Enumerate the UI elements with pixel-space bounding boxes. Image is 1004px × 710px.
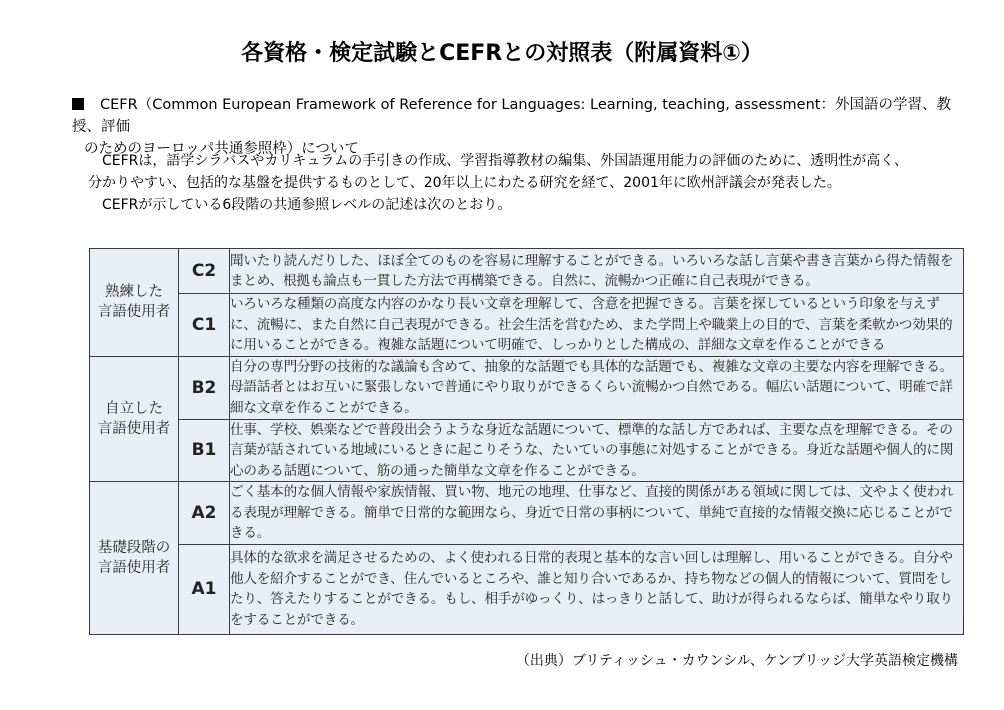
group-label-line2: 言語使用者 bbox=[97, 420, 171, 437]
table-row bbox=[90, 294, 964, 357]
table-row bbox=[90, 419, 964, 482]
description-cell: 聞いたり読んだりした、ほぼ全てのものを容易に理解することができる。いろいろな話し言葉や書き言葉から得た情報をまとめ、根拠も論点も一貫した方法で再構築できる。自然に、流暢かつ正確に自己表現ができる。 bbox=[230, 249, 964, 294]
group-label-line2: 言語使用者 bbox=[97, 559, 171, 576]
description-cell: 自分の専門分野の技術的な議論も含めて、抽象的な話題でも具体的な話題でも、複雑な文章の主要な内容を理解できる。母語話者とはお互いに緊張しないで普通にやり取りができるくらい流暢かつ自然である。幅広い話題について、明確で詳細な文章を作ることができる。 bbox=[230, 356, 964, 419]
group-label-line1: 熟練した bbox=[105, 284, 163, 301]
level-cell: C1 bbox=[179, 294, 230, 357]
table-row bbox=[90, 249, 964, 294]
group-label-line2: 言語使用者 bbox=[97, 304, 171, 321]
group-independent-user bbox=[90, 356, 179, 482]
section-heading-line2: のためのヨーロッパ共通参照枠）について bbox=[84, 141, 359, 157]
table-row bbox=[90, 544, 964, 634]
intro-line-1: CEFRは，語学シラバスやカリキュラムの手引きの作成、学習指導教材の編集、外国語運用能力の評価のために、透明性が高く、 bbox=[102, 153, 908, 169]
group-label-line1: 基礎段階の bbox=[97, 539, 171, 556]
table-row bbox=[90, 356, 964, 419]
level-cell: B2 bbox=[179, 356, 230, 419]
level-cell: B1 bbox=[179, 419, 230, 482]
table-row bbox=[90, 482, 964, 545]
intro-line-2: 分かりやすい、包括的な基盤を提供するものとして、20年以上にわたる研究を経て、2001年に欧州評議会が発表した。 bbox=[88, 175, 841, 191]
page-title: 各資格・検定試験とCEFRとの対照表（附属資料①） bbox=[241, 41, 763, 66]
group-label-line1: 自立した bbox=[105, 400, 163, 417]
group-basic-user bbox=[90, 482, 179, 635]
intro-paragraph bbox=[88, 150, 978, 216]
black-square-icon bbox=[72, 98, 84, 110]
level-cell: C2 bbox=[179, 249, 230, 294]
source-citation: （出典）ブリティッシュ・カウンシル、ケンブリッジ大学英語検定機構 bbox=[515, 653, 958, 669]
section-heading-line1: CEFR（Common European Framework of Reference for Languages: Learning, teaching, assessment：外国語の学習、教授、評価 bbox=[72, 97, 951, 135]
description-cell: 具体的な欲求を満足させるための、よく使われる日常的表現と基本的な言い回しは理解し、用いることができる。自分や他人を紹介することができ、住んでいるところや、誰と知り合いであるか、持ち物などの個人的情報について、質問をしたり、答えたりすることができる。もし、相手がゆっくり、はっきりと話して、助けが得られるならば、簡単なやり取りをすることができる。 bbox=[230, 544, 964, 634]
description-cell: ごく基本的な個人情報や家族情報、買い物、地元の地理、仕事など、直接的関係がある領域に関しては、文やよく使われる表現が理解できる。簡単で日常的な範囲なら、身近で日常の事柄について、単純で直接的な情報交換に応じることができる。 bbox=[230, 482, 964, 545]
group-proficient-user bbox=[90, 249, 179, 357]
cefr-levels-table bbox=[89, 248, 964, 635]
level-cell: A2 bbox=[179, 482, 230, 545]
level-cell: A1 bbox=[179, 544, 230, 634]
description-cell: いろいろな種類の高度な内容のかなり長い文章を理解して、含意を把握できる。言葉を探しているという印象を与えずに、流暢に、また自然に自己表現ができる。社会生活を営むため、また学問上や職業上の目的で、言葉を柔軟かつ効果的に用いることができる。複雑な話題について明確で、しっかりとした構成の、詳細な文章を作ることができる bbox=[230, 294, 964, 357]
description-cell: 仕事、学校、娯楽などで普段出会うような身近な話題について、標準的な話し方であれば、主要な点を理解できる。その言葉が話されている地域にいるときに起こりそうな、たいていの事態に対処することができる。身近な話題や個人的に関心のある話題について、筋の通った簡単な文章を作ることができる。 bbox=[230, 419, 964, 482]
intro-line-3: CEFRが示している6段階の共通参照レベルの記述は次のとおり。 bbox=[102, 197, 512, 213]
